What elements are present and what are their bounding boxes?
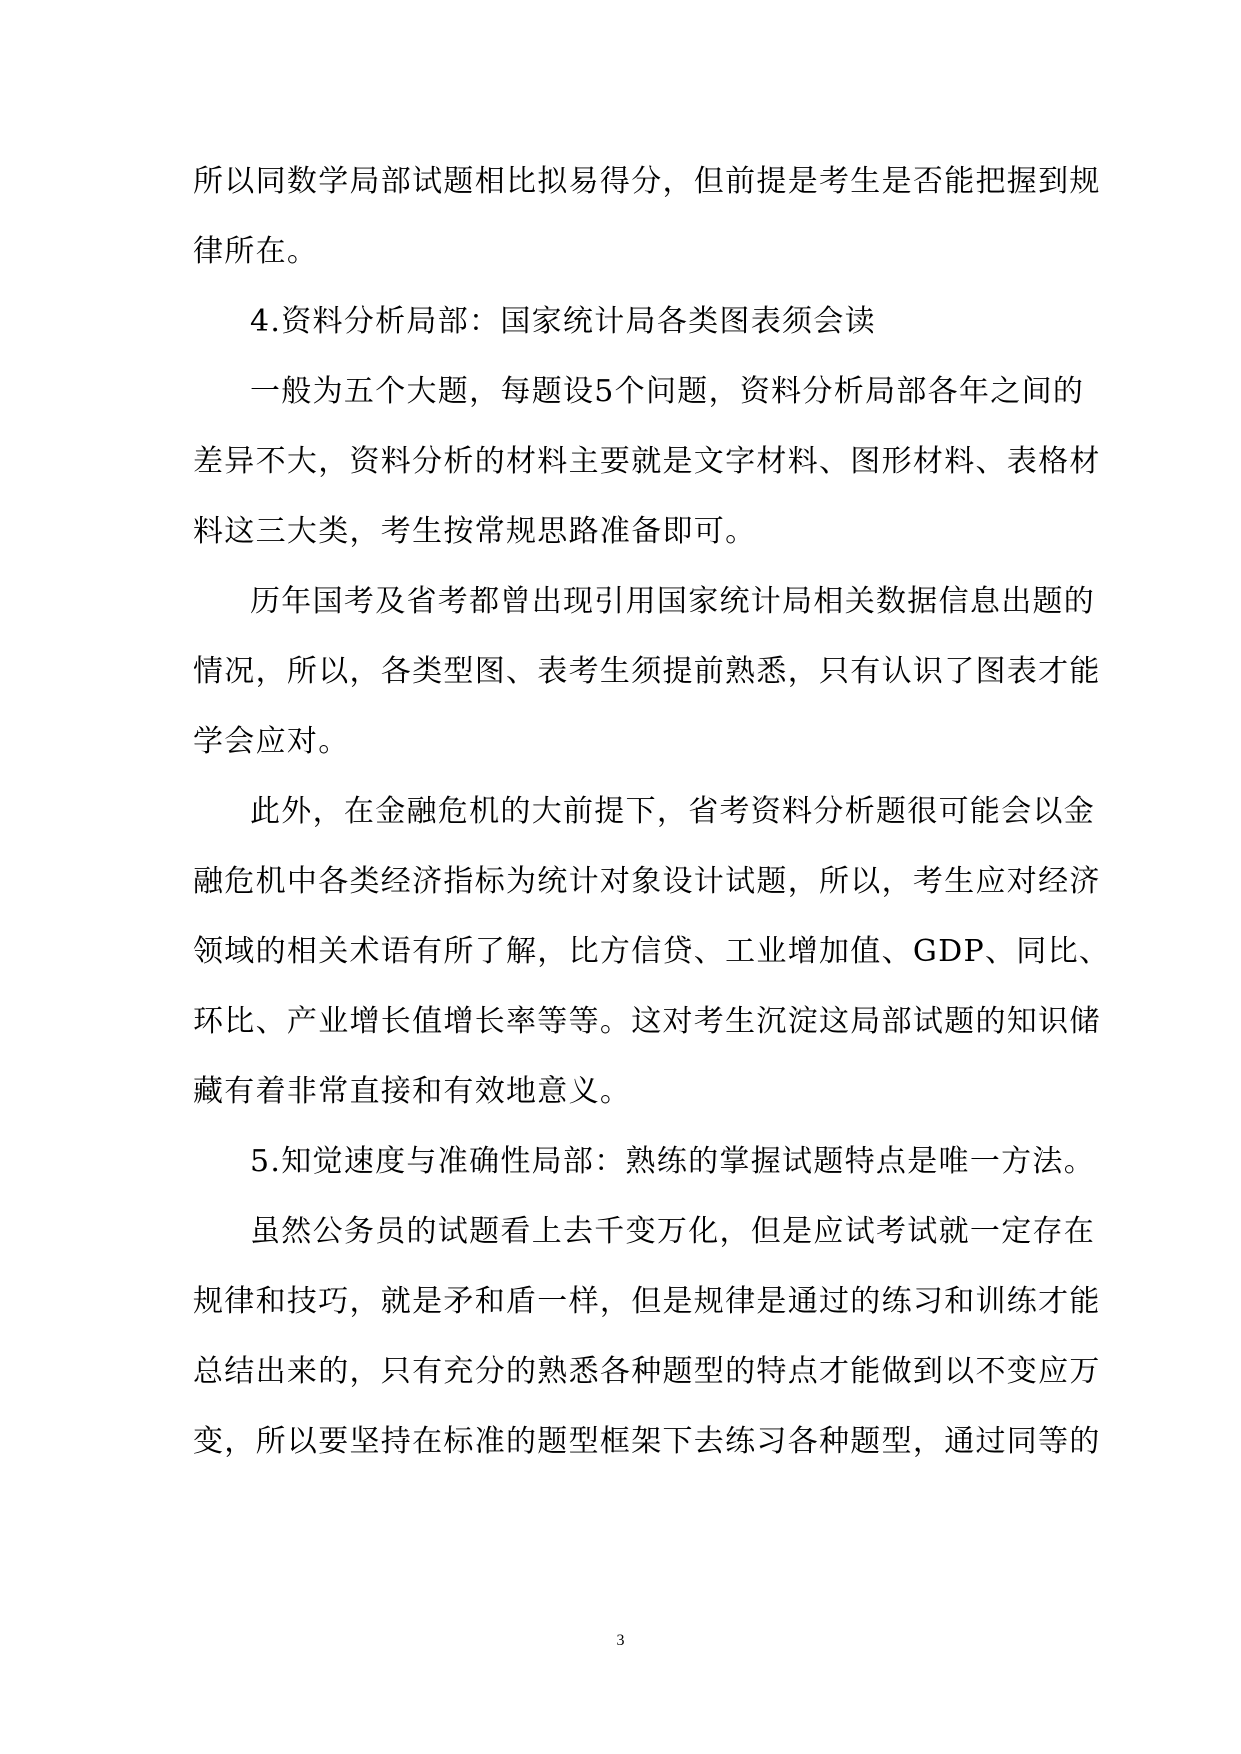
text-line: 藏有着非常直接和有效地意义。 [193,1074,632,1109]
text-line: 变，所以要坚持在标准的题型框架下去练习各种题型，通过同等的 [193,1424,1101,1459]
text-line: 差异不大，资料分析的材料主要就是文字材料、图形材料、表格材 [193,444,1101,479]
text-line: 总结出来的，只有充分的熟悉各种题型的特点才能做到以不变应万 [193,1354,1101,1389]
text-line: 一般为五个大题，每题设5个问题，资料分析局部各年之间的 [250,374,1085,409]
text-line: 此外，在金融危机的大前提下，省考资料分析题很可能会以金 [250,794,1096,829]
section-heading: 4.资料分析局部：国家统计局各类图表须会读 [250,304,876,339]
text-line: 学会应对。 [193,724,350,759]
text-line: 情况，所以，各类型图、表考生须提前熟悉，只有认识了图表才能 [193,654,1101,689]
page-number: 3 [616,1632,625,1649]
text-line: 所以同数学局部试题相比拟易得分，但前提是考生是否能把握到规 [193,164,1101,199]
text-line: 料这三大类，考生按常规思路准备即可。 [193,514,757,549]
section-heading: 5.知觉速度与准确性局部：熟练的掌握试题特点是唯一方法。 [250,1144,1096,1179]
text-line: 规律和技巧，就是矛和盾一样，但是规律是通过的练习和训练才能 [193,1284,1101,1319]
text-line: 融危机中各类经济指标为统计对象设计试题，所以，考生应对经济 [193,864,1101,899]
text-line: 律所在。 [193,234,319,269]
text-line: 虽然公务员的试题看上去千变万化，但是应试考试就一定存在 [250,1214,1096,1249]
text-line: 环比、产业增长值增长率等等。这对考生沉淀这局部试题的知识储 [193,1004,1101,1039]
text-line: 历年国考及省考都曾出现引用国家统计局相关数据信息出题的 [250,584,1096,619]
text-line: 领域的相关术语有所了解，比方信贷、工业增加值、GDP、同比、 [193,934,1111,969]
